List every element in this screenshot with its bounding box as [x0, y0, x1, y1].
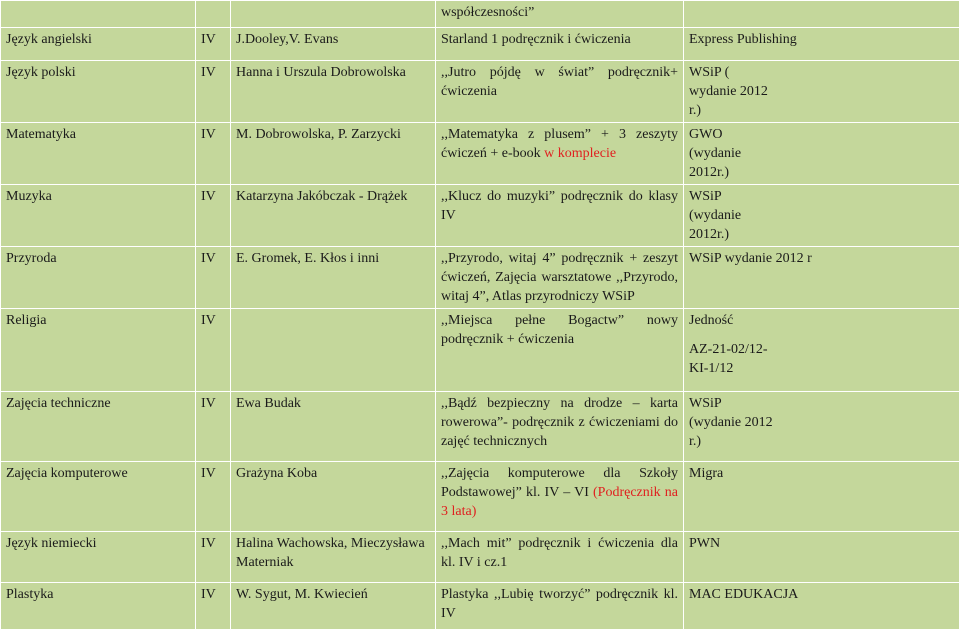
- author-cell: Katarzyna Jakóbczak - Drążek: [231, 185, 436, 247]
- book-cell: współczesności”: [436, 1, 684, 28]
- subject-cell: Matematyka: [1, 123, 196, 185]
- author-cell: M. Dobrowolska, P. Zarzycki: [231, 123, 436, 185]
- subject-cell: Język angielski: [1, 28, 196, 61]
- author-cell: Hanna i Urszula Dobrowolska: [231, 61, 436, 123]
- table-row: [1, 61, 959, 123]
- table-row: [1, 28, 959, 61]
- table-row: [1, 392, 959, 462]
- publisher-cell: Express Publishing: [684, 28, 959, 61]
- table-row: [1, 309, 959, 392]
- subject-cell: Język polski: [1, 61, 196, 123]
- table-row: [1, 583, 959, 630]
- publisher-cell: [684, 1, 959, 28]
- grade-cell: IV: [196, 185, 231, 247]
- book-cell: Starland 1 podręcznik i ćwiczenia: [436, 28, 684, 61]
- subject-cell: Religia: [1, 309, 196, 392]
- publisher-cell: Migra: [684, 462, 959, 532]
- author-cell: [231, 1, 436, 28]
- book-text: ,,Matematyka z plusem” + 3 zeszyty ćwiczeń + e-book: [441, 127, 678, 161]
- subject-cell: Przyroda: [1, 247, 196, 309]
- book-cell: [436, 123, 684, 185]
- grade-cell: IV: [196, 583, 231, 630]
- table-row: [1, 462, 959, 532]
- book-cell: Plastyka ,,Lubię tworzyć” podręcznik kl. IV: [436, 583, 684, 630]
- book-cell: ,,Przyrodo, witaj 4” podręcznik + zeszyt ćwiczeń, Zajęcia warsztatowe ,,Przyrodo, witaj 4”, Atlas przyrodniczy WSiP: [436, 247, 684, 309]
- author-cell: W. Sygut, M. Kwiecień: [231, 583, 436, 630]
- grade-cell: IV: [196, 532, 231, 583]
- table-row: [1, 185, 959, 247]
- approval-number: AZ-21-02/12-KI-1/12: [689, 340, 784, 378]
- author-cell: [231, 309, 436, 392]
- book-cell: ,,Mach mit” podręcznik i ćwiczenia dla kl. IV i cz.1: [436, 532, 684, 583]
- grade-cell: IV: [196, 123, 231, 185]
- subject-cell: Plastyka: [1, 583, 196, 630]
- spacer: [689, 330, 784, 340]
- highlight-text: (Podręcznik na 3 lata): [441, 485, 678, 519]
- subject-cell: Język niemiecki: [1, 532, 196, 583]
- grade-cell: [196, 1, 231, 28]
- highlight-text: w komplecie: [541, 146, 616, 161]
- publisher-name: Jedność: [689, 311, 784, 330]
- publisher-cell: WSiP ( wydanie 2012 r.): [684, 61, 959, 123]
- publisher-cell: WSiP wydanie 2012 r: [684, 247, 959, 309]
- grade-cell: IV: [196, 392, 231, 462]
- publisher-cell: GWO (wydanie 2012r.): [684, 123, 959, 185]
- table-row: [1, 123, 959, 185]
- publisher-cell: [684, 309, 959, 392]
- subject-cell: Muzyka: [1, 185, 196, 247]
- author-cell: J.Dooley,V. Evans: [231, 28, 436, 61]
- book-text: ,,Zajęcia komputerowe dla Szkoły Podstawowej” kl. IV – VI: [441, 466, 678, 500]
- publisher-cell: MAC EDUKACJA: [684, 583, 959, 630]
- author-cell: E. Gromek, E. Kłos i inni: [231, 247, 436, 309]
- author-cell: Ewa Budak: [231, 392, 436, 462]
- author-cell: Grażyna Koba: [231, 462, 436, 532]
- table-row: [1, 532, 959, 583]
- table-row: [1, 1, 959, 28]
- subject-cell: Zajęcia techniczne: [1, 392, 196, 462]
- grade-cell: IV: [196, 309, 231, 392]
- book-cell: ,,Miejsca pełne Bogactw” nowy podręcznik + ćwiczenia: [436, 309, 684, 392]
- publisher-cell: PWN: [684, 532, 959, 583]
- author-cell: Halina Wachowska, Mieczysława Materniak: [231, 532, 436, 583]
- table-row: [1, 247, 959, 309]
- subject-cell: [1, 1, 196, 28]
- grade-cell: IV: [196, 462, 231, 532]
- grade-cell: IV: [196, 61, 231, 123]
- subject-cell: Zajęcia komputerowe: [1, 462, 196, 532]
- publisher-cell: WSiP (wydanie 2012 r.): [684, 392, 959, 462]
- book-cell: ,,Klucz do muzyki” podręcznik do klasy IV: [436, 185, 684, 247]
- grade-cell: IV: [196, 28, 231, 61]
- publisher-cell: WSiP (wydanie 2012r.): [684, 185, 959, 247]
- book-cell: ,,Jutro pójdę w świat” podręcznik+ ćwiczenia: [436, 61, 684, 123]
- book-cell: [436, 462, 684, 532]
- grade-cell: IV: [196, 247, 231, 309]
- book-cell: ,,Bądź bezpieczny na drodze – karta rowerowa”- podręcznik z ćwiczeniami do zajęć technicznych: [436, 392, 684, 462]
